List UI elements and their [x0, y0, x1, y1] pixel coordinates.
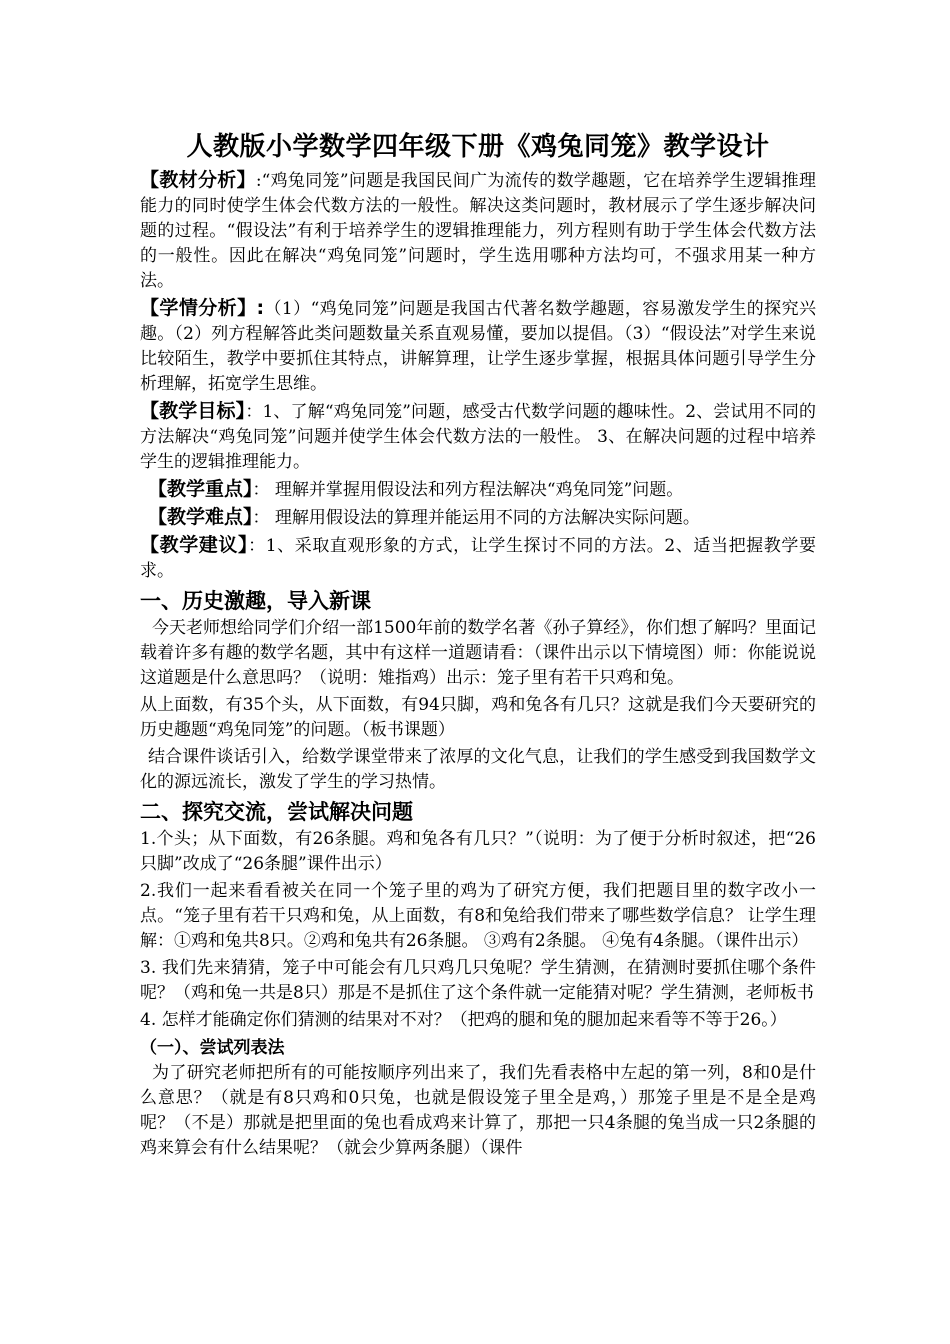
document-title: 人教版小学数学四年级下册《鸡兔同笼》教学设计: [186, 132, 770, 162]
document-page: [140, 128, 816, 1163]
part1-heading: 一、历史激趣，导入新课: [140, 589, 371, 613]
part2-paragraph-4: 4. 怎样才能确定你们猜测的结果对不对？（把鸡的腿和兔的腿加起来看等不等于26。）: [140, 1010, 787, 1030]
part2-paragraph-1: 1.个头；从下面数，有26条腿。鸡和兔各有几只？”（说明：为了便于分析时叙述，把“26只脚”改成了“26条腿”课件出示）: [140, 829, 816, 874]
part2-subheading-table-method: （一）、尝试列表法: [140, 1038, 285, 1058]
teaching-goals-label: 【教学目标】: [140, 400, 246, 422]
part1-paragraph-1: 今天老师想给同学们介绍一部1500年前的数学名著《孙子算经》，你们想了解吗？里面记载着许多有趣的数学名题，其中有这样一道题请看：（课件出示以下情境图）师：你能说说这道题是什么意思吗？（说明：雉指鸡）出示：笼子里有若干只鸡和兔。: [140, 618, 816, 688]
teaching-difficulty-label: 【教学难点】: [148, 506, 253, 528]
part2-paragraph-3: 3. 我们先来猜猜，笼子中可能会有几只鸡几只兔呢？学生猜测，在猜测时要抓住哪个条件呢？（鸡和兔一共是8只）那是不是抓住了这个条件就一定能猜对呢？学生猜测，老师板书: [140, 958, 816, 1003]
part1-paragraph-3: 结合课件谈话引入，给数学课堂带来了浓厚的文化气息，让我们的学生感受到我国数学文化的源远流长，激发了学生的学习热情。: [140, 747, 816, 792]
student-analysis-text: （1）“鸡兔同笼”问题是我国古代著名数学趣题，容易激发学生的探究兴趣。（2）列方程解答此类问题数量关系直观易懂，要加以提倡。（3）“假设法”对学生来说比较陌生，教学中要抓住其特点，讲解算理，让学生逐步掌握，根据具体问题引导学生分析理解，拓宽学生思维。: [140, 299, 816, 394]
part2-paragraph-2: 2.我们一起来看看被关在同一个笼子里的鸡为了研究方便，我们把题目里的数字改小一点。“笼子里有若干只鸡和兔，从上面数，有8和兔给我们带来了哪些数学信息？ 让学生理解：①鸡和兔共8只。②鸡和兔共有26条腿。 ③鸡有2条腿。 ④兔有4条腿。（课件出示）: [140, 881, 816, 951]
teaching-goals-text: ：1、了解“鸡兔同笼”问题，感受古代数学问题的趣味性。2、尝试用不同的方法解决“鸡兔同笼”问题并使学生体会代数方法的一般性。 3、在解决问题的过程中培养学生的逻辑推理能力。: [140, 402, 816, 472]
teaching-goals: [140, 399, 816, 475]
teaching-difficulty-text: ： 理解用假设法的算理并能运用不同的方法解决实际问题。: [252, 508, 700, 528]
student-analysis: [140, 296, 816, 397]
material-analysis-label: 【教材分析】: [140, 169, 256, 191]
teaching-key-label: 【教学重点】: [148, 478, 253, 500]
teaching-key-text: ： 理解并掌握用假设法和列方程法解决“鸡兔同笼”问题。: [252, 480, 684, 500]
part2-heading: 二、探究交流，尝试解决问题: [140, 800, 413, 824]
student-analysis-label: 【学情分析】:: [140, 297, 265, 319]
teaching-difficulty: [140, 505, 816, 531]
teaching-advice-label: 【教学建议】: [140, 534, 249, 556]
material-analysis: [140, 168, 816, 294]
material-analysis-text: :“鸡兔同笼”问题是我国民间广为流传的数学趣题，它在培养学生逻辑推理能力的同时使学生体会代数方法的一般性。解决这类问题时，教材展示了学生逐步解决问题的过程。“假设法”有利于培养学生的逻辑推理能力，列方程则有助于学生体会代数方法的一般性。因此在解决“鸡兔同笼”问题时，学生选用哪种方法均可，不强求用某一种方法。: [140, 171, 816, 291]
teaching-advice: [140, 533, 816, 584]
part2-paragraph-5: 为了研究老师把所有的可能按顺序列出来了，我们先看表格中左起的第一列，8和0是什么意思？（就是有8只鸡和0只兔，也就是假设笼子里全是鸡，）那笼子里是不是全是鸡呢？（不是）那就是把里面的兔也看成鸡来计算了，那把一只4条腿的兔当成一只2条腿的鸡来算会有什么结果呢？（就会少算两条腿）（课件: [140, 1063, 816, 1158]
teaching-key: [140, 477, 816, 503]
part1-paragraph-2: 从上面数，有35个头，从下面数，有94只脚，鸡和兔各有几只？这就是我们今天要研究的历史趣题“鸡兔同笼”的问题。（板书课题）: [140, 695, 816, 740]
teaching-advice-text: ：1、采取直观形象的方式，让学生探讨不同的方法。2、适当把握教学要求。: [140, 536, 816, 581]
